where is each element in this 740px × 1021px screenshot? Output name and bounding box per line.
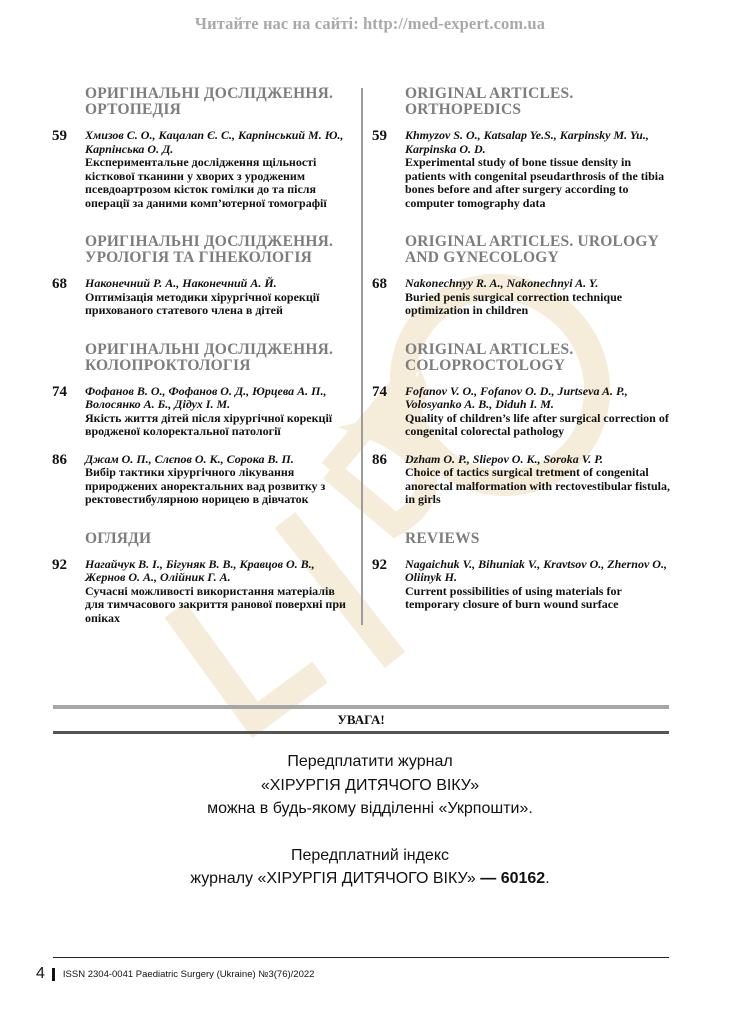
entry-authors: Fofanov V. O., Fofanov O. D., Jurtseva A. P., Volosyanko A. B., Diduh I. M.	[405, 383, 628, 411]
index-line-suffix: .	[545, 870, 550, 887]
toc-entry[interactable]	[370, 277, 670, 318]
entry-authors: Khmyzov S. O., Katsalap Ye.S., Karpinsky M. Yu., Karpinska O. D.	[405, 128, 649, 156]
attention-title: УВАГА!	[337, 712, 385, 727]
toc-entry[interactable]	[370, 453, 670, 507]
entry-authors: Nakonechnyy R. A., Nakonechnyi A. Y.	[405, 276, 599, 290]
column-divider	[361, 88, 363, 625]
journal-issue-info: ISSN 2304-0041 Paediatric Surgery (Ukraine) №3(76)/2022	[62, 968, 315, 980]
section-title: ОРИГІНАЛЬНІ ДОСЛІДЖЕННЯ. ОРТОПЕДІЯ	[85, 85, 334, 118]
toc-section	[370, 234, 670, 318]
entry-authors: Хмизов С. О., Кацалап Є. С., Карпінський М. Ю., Карпінська О. Д.	[85, 128, 344, 156]
entry-authors: Dzham O. P., Sliepov O. K., Soroka V. P.	[405, 451, 604, 466]
notice-line: Передплатити журнал	[287, 753, 453, 770]
toc-entry[interactable]	[50, 385, 352, 439]
subscription-notice	[0, 750, 740, 891]
toc-section	[50, 531, 352, 626]
entry-title[interactable]: Buried penis surgical correction technique optimization in children	[405, 289, 623, 317]
entry-page-number: 92	[372, 556, 387, 573]
subscription-index-line	[0, 867, 740, 891]
entry-title[interactable]: Choice of tactics surgical tretment of congenital anorectal malformation with rectovestibular fistula, in girls	[405, 465, 670, 506]
toc-section	[370, 342, 670, 507]
footer-separator	[52, 968, 55, 981]
attention-block	[53, 705, 669, 734]
toc-section	[370, 86, 670, 210]
entry-title[interactable]: Вибір тактики хірургічного лікування природжених аноректальних вад розвитку з ректовестибулярною норицею в дівчаток	[85, 465, 326, 506]
section-title: ОГЛЯДИ	[85, 529, 152, 547]
attention-bottom-rule	[53, 731, 669, 734]
entry-authors: Нагайчук В. І., Бігуняк В. В., Кравцов О. В., Жернов О. А., Олійник Г. А.	[85, 556, 315, 584]
contents-english	[370, 86, 670, 612]
notice-line: можна в будь-якому відділенні «Укрпошти».	[207, 800, 533, 817]
entry-page-number: 59	[52, 128, 67, 144]
entry-page-number: 74	[372, 383, 387, 400]
entry-authors: Фофанов В. О., Фофанов О. Д., Юрцева А. П., Волосянко А. Б., Дідух І. М.	[85, 383, 327, 411]
toc-entry[interactable]	[50, 129, 352, 210]
page-number: 4	[36, 965, 45, 982]
toc-section	[50, 342, 352, 507]
section-title: REVIEWS	[405, 529, 480, 547]
site-banner[interactable]: Читайте нас на сайті: http://med-expert.com.ua	[194, 14, 546, 33]
toc-section	[370, 531, 670, 612]
entry-title[interactable]: Оптимізація методики хірургічної корекції прихованого статевого члена в дітей	[85, 289, 320, 317]
entry-title[interactable]: Current possibilities of using materials for temporary closure of burn wound surface	[405, 583, 622, 611]
index-line-prefix: журналу «ХІРУРГІЯ ДИТЯЧОГО ВІКУ»	[190, 870, 481, 887]
entry-authors: Наконечний Р. А., Наконечний А. Й.	[85, 276, 277, 290]
section-title: ОРИГІНАЛЬНІ ДОСЛІДЖЕННЯ. УРОЛОГІЯ ТА ГІНЕКОЛОГІЯ	[85, 233, 334, 266]
notice-line: «ХІРУРГІЯ ДИТЯЧОГО ВІКУ»	[260, 776, 480, 794]
toc-entry[interactable]	[370, 558, 670, 612]
entry-page-number: 74	[52, 383, 67, 400]
entry-title[interactable]: Експериментальне дослідження щільності кісткової тканини у хворих з уродженим псевдоартрозом кісток гомілки до та після операції за даними комп’ютерної томографії	[85, 155, 327, 210]
subscription-index-value: — 60162	[480, 870, 546, 887]
entry-authors: Nagaichuk V., Bihuniak V., Kravtsov O., Zhernov O., Oliinyk H.	[405, 556, 667, 584]
entry-title[interactable]: Quality of children’s life after surgical correction of congenital colorectal pathology	[405, 410, 669, 438]
entry-page-number: 68	[372, 276, 387, 292]
contents-ukrainian	[50, 86, 352, 625]
footer	[36, 965, 314, 983]
section-title: ОРИГІНАЛЬНІ ДОСЛІДЖЕННЯ. КОЛОПРОКТОЛОГІЯ	[85, 340, 334, 374]
section-title: ORIGINAL ARTICLES. COLOPROCTOLOGY	[405, 340, 574, 374]
watermark-letter-l	[175, 610, 320, 720]
entry-page-number: 59	[372, 128, 387, 144]
entry-title[interactable]: Якість життя дітей після хірургічної корекції вродженої колоректальної патології	[85, 410, 333, 438]
toc-entry[interactable]	[370, 385, 670, 439]
footer-rule	[53, 957, 669, 958]
section-title: ORIGINAL ARTICLES. UROLOGY AND GYNECOLOGY	[405, 233, 659, 266]
toc-entry[interactable]	[50, 558, 352, 626]
toc-entry[interactable]	[370, 129, 670, 210]
entry-authors: Джам О. П., Слєпов О. К., Сорока В. П.	[85, 451, 294, 466]
toc-section	[50, 86, 352, 210]
toc-entry[interactable]	[50, 453, 352, 507]
entry-title[interactable]: Experimental study of bone tissue density in patients with congenital pseudarthrosis of the tibia bones before and after surgery according to computer tomography data	[405, 155, 665, 210]
entry-page-number: 86	[52, 451, 67, 468]
entry-page-number: 68	[52, 276, 67, 292]
entry-title[interactable]: Сучасні можливості використання матеріалів для тимчасового закриття ранової поверхні при опіках	[85, 583, 346, 625]
entry-page-number: 86	[372, 451, 387, 468]
toc-entry[interactable]	[50, 277, 352, 318]
toc-section	[50, 234, 352, 318]
section-title: ORIGINAL ARTICLES. ORTHOPEDICS	[405, 85, 574, 118]
entry-page-number: 92	[52, 556, 67, 573]
subscription-index-label: Передплатний індекс	[290, 846, 449, 864]
